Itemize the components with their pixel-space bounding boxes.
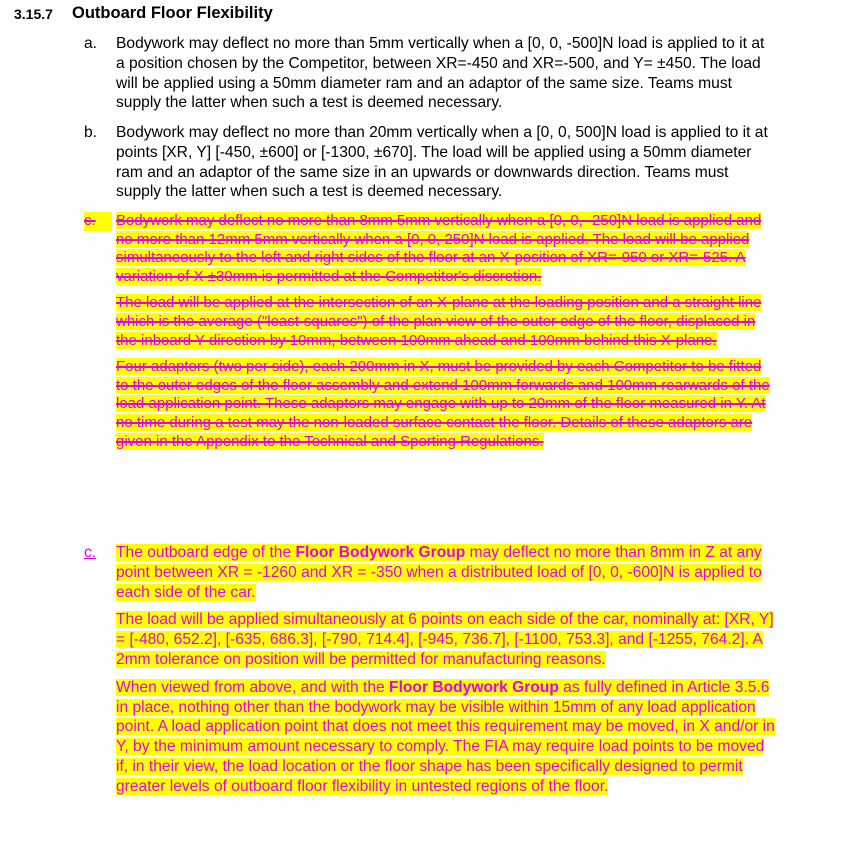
item-c-paragraph-3 — [116, 678, 776, 797]
item-c-p1-before: The outboard edge of the — [116, 544, 296, 561]
list-item-a — [84, 34, 784, 113]
item-c-p1-after: may deflect no more than 8mm in Z at any point between XR = -1260 and XR = -350 when a distributed load of [0, 0, -600]N is applied to each side of the car. — [116, 544, 762, 601]
deleted-paragraph-3 — [116, 358, 776, 451]
item-c-p3-term: Floor Bodywork Group — [389, 678, 559, 696]
item-c-p3-before: When viewed from above, and with the — [116, 678, 390, 696]
item-c-p2-text: The load will be applied simultaneously at 6 points on each side of the car, nominally at: [XR, Y] = [-480, 652.2], [-635, 686.3], [-790, 714.4], [-945, 736.7], [-1100, 753.3], and [-1255, 764.2]. A 2mm tolerance on position will be permitted for manufacturing reasons. — [116, 611, 774, 668]
item-c-paragraph-2 — [116, 610, 776, 669]
item-body-c — [116, 543, 776, 797]
deleted-list-item-c — [84, 212, 784, 451]
deleted-item-marker: c. — [84, 212, 112, 231]
item-c-paragraph-1 — [116, 543, 776, 602]
list-item-b — [84, 123, 784, 202]
list-item-c — [84, 543, 784, 797]
deleted-paragraph-1-text: Bodywork may deflect no more than 8mm 5mm vertically when a [0, 0, -250]N load is applied and no more than 12mm 5mm vertically when a [0, 0, 250]N load is applied. The load will be applied simultaneously to the left and right sides of the floor at an X-position of XR=-950 or XR=-525. A variation of X ±30mm is permitted at the Competitor's discretion. — [116, 212, 762, 285]
deleted-paragraph-2-text: The load will be applied at the intersection of an X-plane at the loading position and a straight line which is the average ("least-squares") of the plan view of the outer edge of the floor, displaced in the inboard Y direction by 10mm, between 100mm ahead and 100mm behind this X-plane. — [116, 294, 762, 349]
item-text-b: Bodywork may deflect no more than 20mm vertically when a [0, 0, 500]N load is applied to it at points [XR, Y] [-450, ±600] or [-1300, ±670]. The load will be applied using a 50mm diameter ram and an adaptor of the same size in an upwards or downwards direction. Teams must supply the latter when such a test is deemed necessary. — [116, 124, 768, 201]
deleted-paragraph-3-text: Four adaptors (two per side), each 200mm in X, must be provided by each Competitor to be fitted to the outer edges of the floor assembly and extend 100mm forwards and 100mm rearwards of the load application point. These adaptors may engage with up to 20mm of the floor measured in Y. At no time during a test may the non-loaded surface contact the floor. Details of these adaptors are given in the Appendix to the Technical and Sporting Regulations. — [116, 358, 770, 450]
item-text-a: Bodywork may deflect no more than 5mm vertically when a [0, 0, -500]N load is applied to it at a position chosen by the Competitor, between XR=-450 and XR=-500, and Y= ±450. The load will be applied using a 50mm diameter ram and an adaptor of the same size. Teams must supply the latter when such a test is deemed necessary. — [116, 35, 765, 112]
item-c-p3-after: as fully defined in Article 3.5.6 in place, nothing other than the bodywork may be visible within 15mm of any load application point. A load application point that does not meet this requirement may be moved, in X and/or in Y, by the minimum amount necessary to comply. The FIA may require load points to be moved if, in their view, the load location or the floor shape has been specifically designed to permit greater levels of outboard floor flexibility in untested regions of the floor. — [116, 678, 775, 795]
deleted-item-body — [116, 212, 776, 451]
item-c-p1-term: Floor Bodywork Group — [295, 544, 466, 561]
deleted-paragraph-1 — [116, 212, 776, 286]
deleted-paragraph-2 — [116, 294, 776, 350]
item-marker-a: a. — [84, 35, 98, 52]
section-number: 3.15.7 — [14, 6, 53, 22]
section-title: Outboard Floor Flexibility — [72, 4, 273, 22]
item-marker-c: c. — [84, 544, 97, 561]
item-marker-b: b. — [84, 124, 98, 141]
